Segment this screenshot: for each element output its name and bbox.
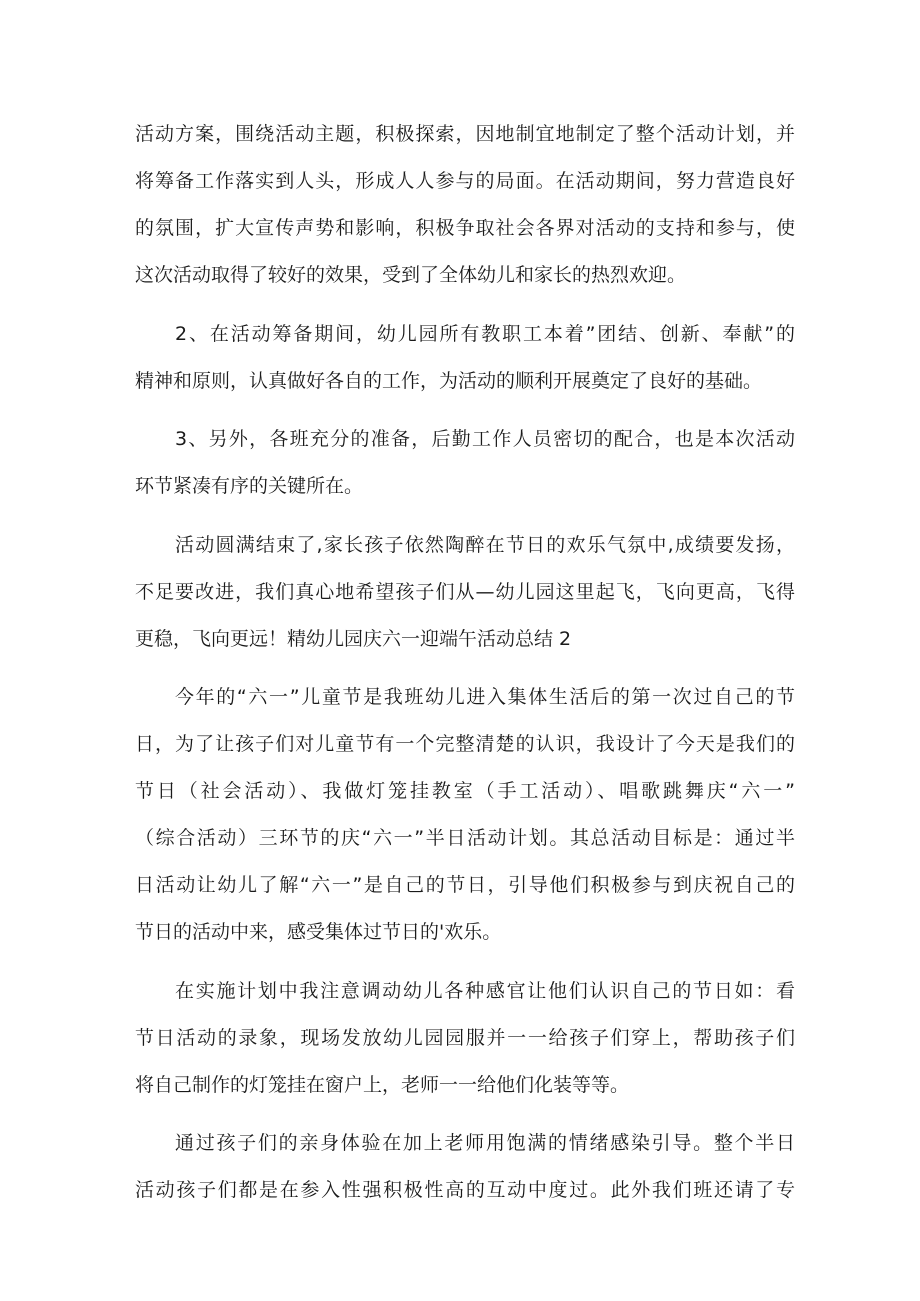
- text-line: 更稳，飞向更远！精幼儿园庆六一迎端午活动总结 2: [135, 627, 572, 650]
- text-line: 日活动让幼儿了解“六一”是自己的节日，引导他们积极参与到庆祝自己的: [135, 874, 795, 896]
- text-line: 的氛围，扩大宣传声势和影响，积极争取社会各界对活动的支持和参与，使: [135, 217, 795, 239]
- paragraph-p3: [135, 416, 795, 510]
- text-line: 节日活动的录象，现场发放幼儿园园服并一一给孩子们穿上，帮助孩子们: [135, 1026, 795, 1049]
- text-line: 不足要改进，我们真心地希望孩子们从—幼儿园这里起飞，飞向更高，飞得: [135, 580, 795, 603]
- text-line: 环节紧凑有序的关键所在。: [135, 475, 364, 497]
- text-line: 通过孩子们的亲身体验在加上老师用饱满的情绪感染引导。整个半日: [175, 1132, 795, 1154]
- text-line: 3、另外，各班充分的准备，后勤工作人员密切的配合，也是本次活动: [175, 428, 795, 450]
- text-line: 2、在活动筹备期间，幼儿园所有教职工本着”团结、创新、奉献”的: [175, 322, 795, 345]
- paragraph-p1: [135, 111, 795, 299]
- text-line: 活动方案，围绕活动主题，积极探索，因地制宜地制定了整个活动计划，并: [135, 123, 795, 145]
- text-line: 活动孩子们都是在参入性强积极性高的互动中度过。此外我们班还请了专: [135, 1179, 795, 1201]
- text-line: 日，为了让孩子们对儿童节有一个完整清楚的认识，我设计了今天是我们的: [135, 733, 795, 755]
- paragraph-p4: [135, 522, 795, 663]
- text-line: 这次活动取得了较好的效果，受到了全体幼儿和家长的热烈欢迎。: [135, 264, 687, 286]
- paragraph-p5: [135, 674, 795, 956]
- text-line: 节日（社会活动）、我做灯笼挂教室（手工活动）、唱歌跳舞庆“六一”: [135, 780, 795, 802]
- text-line: 将自己制作的灯笼挂在窗户上，老师一一给他们化装等等。: [135, 1073, 630, 1096]
- text-line: 在实施计划中我注意调动幼儿各种感官让他们认识自己的节日如：看: [175, 979, 795, 1002]
- text-line: 将筹备工作落实到人头，形成人人参与的局面。在活动期间，努力营造良好: [135, 170, 795, 192]
- document-body: [135, 111, 795, 1226]
- text-line: （综合活动）三环节的庆“六一”半日活动计划。其总活动目标是：通过半: [135, 827, 795, 849]
- text-line: 活动圆满结束了,家长孩子依然陶醉在节日的欢乐气氛中,成绩要发扬，: [175, 533, 795, 556]
- paragraph-p7: [135, 1120, 795, 1214]
- text-line: 今年的“六一”儿童节是我班幼儿进入集体生活后的第一次过自己的节: [175, 686, 795, 708]
- text-line: 节日的活动中来，感受集体过节日的'欢乐。: [135, 921, 502, 943]
- text-line: 精神和原则，认真做好各自的工作，为活动的顺利开展奠定了良好的基础。: [135, 369, 763, 392]
- paragraph-p2: [135, 311, 795, 405]
- paragraph-p6: [135, 968, 795, 1109]
